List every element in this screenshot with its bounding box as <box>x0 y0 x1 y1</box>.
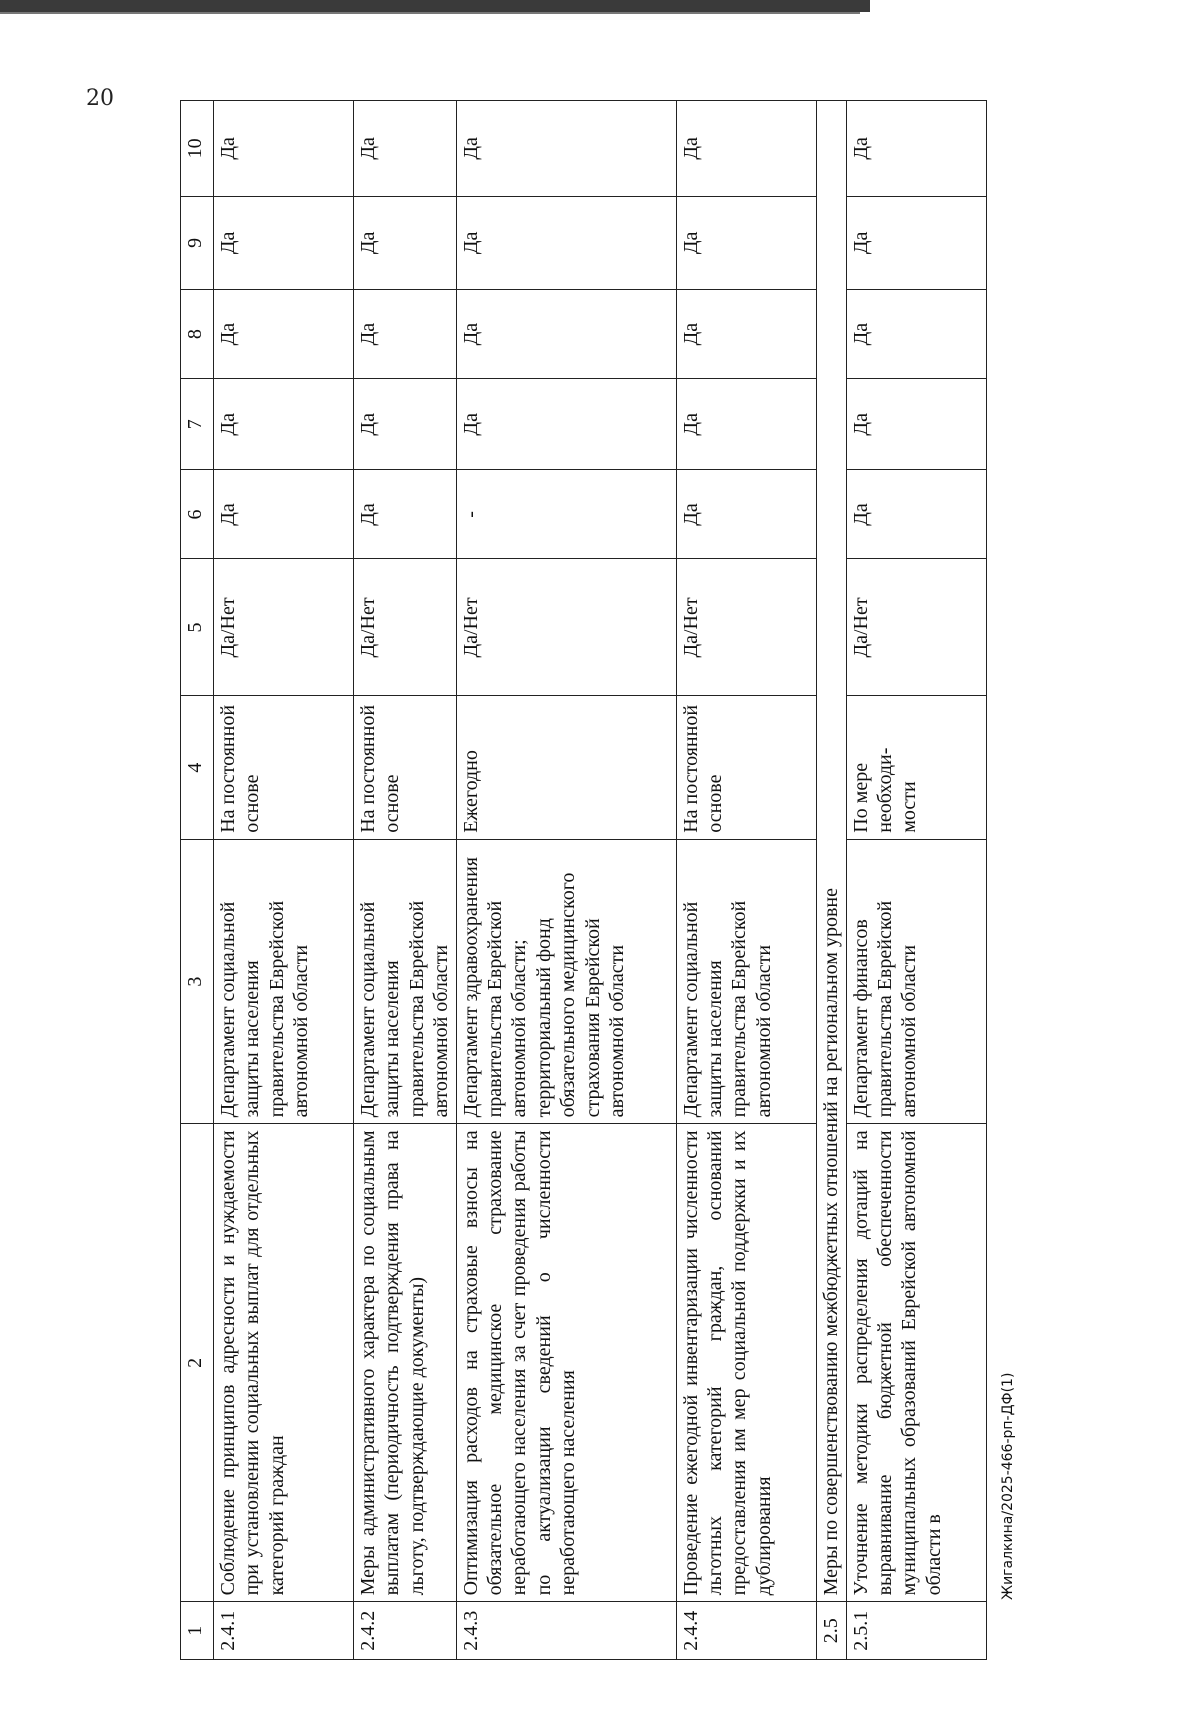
value-cell: Да/Нет <box>354 559 457 696</box>
value-cell: Да <box>456 379 676 470</box>
table-row <box>846 101 986 1660</box>
executor-cell: Департамент социальной защиты населения правительства Еврейской автономной области <box>354 839 457 1124</box>
row-number-cell: 2.4.3 <box>456 1602 676 1660</box>
value-cell: Да <box>846 101 986 197</box>
value-cell: Да <box>214 379 354 470</box>
scan-edge-top-thin <box>0 12 860 14</box>
executor-cell: Департамент здравоохранения правительства Еврейской автономной области; территориальный фонд обязательного медицинского страхования Еврейской автономной области <box>456 839 676 1124</box>
measure-cell: Меры административного характера по социальным выплатам (периодичность подтверждения права на льготу, подтверждающие документы) <box>354 1124 457 1602</box>
measure-cell: Оптимизация расходов на страховые взносы на обязательное медицинское страхование неработающего населения за счет проведения работы по актуализации сведений о численности неработающего населения <box>456 1124 676 1602</box>
value-cell: Да <box>214 101 354 197</box>
table-row <box>214 101 354 1660</box>
header-row <box>181 101 214 1660</box>
value-cell: Да <box>214 470 354 559</box>
value-cell: Да/Нет <box>456 559 676 696</box>
term-cell: На постоянной основе <box>354 696 457 839</box>
value-cell: Да <box>846 470 986 559</box>
value-cell: Да <box>214 290 354 379</box>
term-cell: Ежегодно <box>456 696 676 839</box>
value-cell: Да/Нет <box>846 559 986 696</box>
value-cell: Да <box>354 379 457 470</box>
value-cell: Да <box>846 196 986 289</box>
rotated-table-container <box>180 100 1100 1660</box>
header-cell: 5 <box>181 559 214 696</box>
table-row <box>676 101 816 1660</box>
value-cell: Да <box>456 196 676 289</box>
section-title-cell: Меры по совершенствованию межбюджетных отношений на региональном уровне <box>816 101 846 1602</box>
footer-reference: Жигалкина/2025-466-рп-ДФ(1) <box>1000 1372 1016 1600</box>
header-cell: 7 <box>181 379 214 470</box>
value-cell: Да <box>846 290 986 379</box>
measure-cell: Соблюдение принципов адресности и нуждаемости при установлении социальных выплат для отдельных категорий граждан <box>214 1124 354 1602</box>
term-cell: По мере необходи-мости <box>846 696 986 839</box>
value-cell: Да <box>456 290 676 379</box>
row-number-cell: 2.4.2 <box>354 1602 457 1660</box>
term-cell: На постоянной основе <box>214 696 354 839</box>
header-cell: 8 <box>181 290 214 379</box>
value-cell: Да <box>354 101 457 197</box>
executor-cell: Департамент финансов правительства Еврейской автономной области <box>846 839 986 1124</box>
value-cell: Да/Нет <box>214 559 354 696</box>
row-number-cell: 2.4.1 <box>214 1602 354 1660</box>
value-cell: Да <box>676 379 816 470</box>
row-number-cell: 2.4.4 <box>676 1602 816 1660</box>
header-cell: 2 <box>181 1124 214 1602</box>
value-cell: Да <box>676 290 816 379</box>
value-cell: - <box>456 470 676 559</box>
value-cell: Да <box>676 101 816 197</box>
row-number-cell: 2.5.1 <box>846 1602 986 1660</box>
section-row <box>816 101 846 1660</box>
executor-cell: Департамент социальной защиты населения правительства Еврейской автономной области <box>676 839 816 1124</box>
value-cell: Да <box>354 196 457 289</box>
page-number: 20 <box>86 86 114 111</box>
term-cell: На постоянной основе <box>676 696 816 839</box>
header-cell: 3 <box>181 839 214 1124</box>
value-cell: Да <box>676 196 816 289</box>
measure-cell: Проведение ежегодной инвентаризации численности льготных категорий граждан, оснований предоставления им мер социальной поддержки и их дублирования <box>676 1124 816 1602</box>
table-row <box>456 101 676 1660</box>
executor-cell: Департамент социальной защиты населения правительства Еврейской автономной области <box>214 839 354 1124</box>
scan-edge-top <box>0 0 870 12</box>
value-cell: Да <box>354 290 457 379</box>
value-cell: Да <box>676 470 816 559</box>
header-cell: 4 <box>181 696 214 839</box>
row-number-cell: 2.5 <box>816 1602 846 1660</box>
table-row <box>354 101 457 1660</box>
value-cell: Да <box>846 379 986 470</box>
value-cell: Да <box>214 196 354 289</box>
value-cell: Да <box>354 470 457 559</box>
value-cell: Да <box>456 101 676 197</box>
header-cell: 10 <box>181 101 214 197</box>
measure-cell: Уточнение методики распределения дотаций на выравнивание бюджетной обеспеченности муниципальных образований Еврейской автономной области в <box>846 1124 986 1602</box>
header-cell: 1 <box>181 1602 214 1660</box>
value-cell: Да/Нет <box>676 559 816 696</box>
header-cell: 9 <box>181 196 214 289</box>
measures-table <box>180 100 987 1660</box>
header-cell: 6 <box>181 470 214 559</box>
table-body <box>181 101 987 1660</box>
